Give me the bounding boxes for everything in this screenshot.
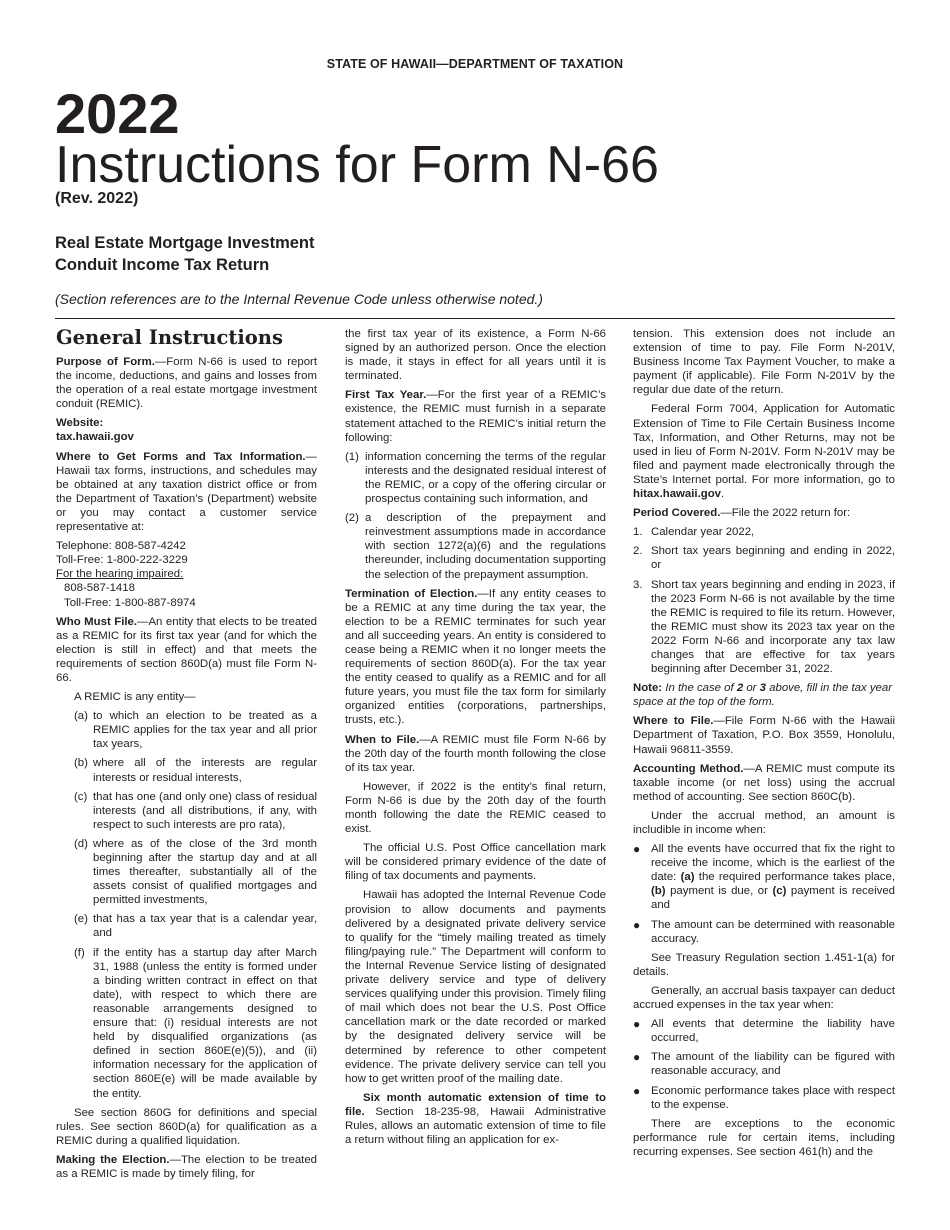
- list-item: [633, 578, 895, 677]
- when-title: When to File.: [345, 733, 420, 746]
- list-text: where all of the interests are regular interests or residual interests,: [93, 757, 317, 784]
- termination-of-election: [345, 587, 606, 728]
- where-file-title: Where to File.: [633, 715, 714, 728]
- see-section-860g: See section 860G for definitions and special rules. See section 860D(a) for qualification as a REMIC during a qualified liquidation.: [56, 1106, 317, 1147]
- column-2: [345, 327, 606, 1152]
- list-text: that has one (and only one) class of residual interests (and all distributions, if any, with respect to such interests are pro rata),: [93, 790, 317, 831]
- making-text: —The election to be treated as a REMIC is made by timely filing, for: [56, 1153, 317, 1180]
- list-text: The amount of the liability can be figured with reasonable accuracy, and: [651, 1051, 895, 1078]
- list-label: 3.: [633, 578, 643, 591]
- who-text: —An entity that elects to be treated as a REMIC for its first tax year (and for which the election is still in effect) and that meets the requirements of section 860D(a) must file Form N-66.: [56, 615, 317, 684]
- list-text: Economic performance takes place with respect to the expense.: [651, 1084, 895, 1111]
- list-item: [633, 544, 895, 572]
- list-item: [633, 1084, 895, 1112]
- list-label: (e): [74, 913, 88, 926]
- post-office-paragraph: The official U.S. Post Office cancellation mark will be considered primary evidence of the date of filing of tax documents and payments.: [345, 842, 606, 883]
- page-title: Instructions for Form N-66: [55, 136, 659, 194]
- list-item: [633, 1017, 895, 1045]
- list-text: that has a tax year that is a calendar year, and: [93, 913, 317, 940]
- telephone: Telephone: 808-587-4242: [56, 540, 186, 553]
- making-election-continued: the first tax year of its existence, a Form N-66 signed by an authorized person. Once the election is made, it stays in effect for all years until it is terminated.: [345, 328, 606, 383]
- bullet-icon: ●: [633, 917, 641, 932]
- exceptions-paragraph: There are exceptions to the economic performance rule for certain items, including recurring expenses. See section 461(h) and the: [633, 1117, 895, 1158]
- bullet-icon: ●: [633, 842, 641, 857]
- tollfree: Toll-Free: 1-800-222-3229: [56, 554, 188, 567]
- when-to-file: [345, 733, 606, 775]
- list-item: [345, 450, 606, 506]
- list-label: (1): [345, 450, 359, 463]
- delivery-service-paragraph: Hawaii has adopted the Internal Revenue Code provision to allow documents and payments delivered by a designated private delivery service to qualify for the “timely mailing treated as timely filing/paying rule.” The Department will conform to the Internal Revenue Service listing of designated private delivery service and type of delivery services qualifying under this provision. Timely filing of mail which does not bear the U.S. Post Office cancellation mark or the date recorded or marked by the designated delivery service will be determined by reference to other competent evidence. The private delivery service can tell you how to get written proof of the mailing date.: [345, 889, 606, 1085]
- where-to-get-forms: [56, 450, 317, 535]
- federal-form-paragraph: [633, 402, 895, 501]
- hitax-link[interactable]: hitax.hawaii.gov: [633, 488, 721, 501]
- accounting-title: Accounting Method.: [633, 762, 744, 775]
- when-text: —A REMIC must file Form N-66 by the 20th day of the fourth month following the close of its tax year.: [345, 733, 607, 774]
- list-item: [74, 837, 317, 907]
- list-text: All the events have occurred that fix the right to receive the income, which is the earliest of the date: (a) the required performance takes place, (b) payment is due, or (c) payment is received and: [651, 843, 895, 912]
- list-text: Calendar year 2022,: [651, 526, 755, 539]
- note-item-3: 3: [759, 682, 766, 695]
- six-month-text: Section 18-235-98, Hawaii Administrative Rules, allows an automatic extension of time to file a return without filing an application for ex-: [345, 1105, 606, 1147]
- making-title: Making the Election.: [56, 1153, 170, 1166]
- subtitle-line-2: Conduit Income Tax Return: [55, 256, 270, 274]
- list-item: [74, 946, 317, 1101]
- list-label: (d): [74, 837, 88, 850]
- period-note: [633, 681, 895, 709]
- list-text: information concerning the terms of the regular interests and the designated residual interest of the REMIC, or a copy of the offering circular or prospectus containing such information, and: [365, 450, 606, 506]
- generally-paragraph: Generally, an accrual basis taxpayer can deduct accrued expenses in the tax year when:: [633, 984, 895, 1012]
- list-text: where as of the close of the 3rd month beginning after the startup day and at all times thereafter, substantially all of the assets consist of qualified mortgages and permitted investments,: [93, 837, 317, 907]
- six-month-title: Six month automatic extension of time to file.: [345, 1091, 606, 1118]
- bullet-icon: ●: [633, 1083, 641, 1098]
- list-label: (a): [74, 710, 88, 723]
- header-divider: [55, 318, 895, 319]
- form-subtitle: [55, 232, 315, 276]
- form-year: 2022: [55, 82, 180, 145]
- where-forms-text: —Hawaii tax forms, instructions, and schedules may be obtained at any taxation district office or from the Department of Taxation’s (Department) website or you may contact a customer service representative at:: [56, 450, 317, 534]
- hearing-tollfree: Toll-Free: 1-800-887-8974: [64, 596, 196, 609]
- period-covered: [633, 506, 895, 520]
- column-3: [633, 327, 895, 1164]
- final-return-paragraph: However, if 2022 is the entity’s final return, Form N-66 is due by the 20th day of the fourth month following the date the REMIC ceased to exist.: [345, 780, 606, 836]
- where-file-text: —File Form N-66 with the Hawaii Department of Taxation, P.O. Box 3559, Honolulu, Hawaii 96811-3559.: [633, 715, 895, 756]
- accounting-text: —A REMIC must compute its taxable income (or net loss) using the accrual method of accounting. See section 860C(b).: [633, 762, 896, 803]
- federal-text-end: .: [720, 488, 725, 501]
- subtitle-line-1: Real Estate Mortgage Investment: [55, 234, 315, 252]
- list-label: 1.: [633, 526, 643, 539]
- period-text: —File the 2022 return for:: [720, 507, 851, 520]
- first-tax-year: [345, 388, 606, 444]
- hearing-phone: 808-587-1418: [64, 582, 135, 595]
- where-forms-title: Where to Get Forms and Tax Information.: [56, 450, 306, 463]
- note-label: Note:: [633, 682, 663, 695]
- first-title: First Tax Year.: [345, 389, 427, 402]
- bullet-icon: ●: [633, 1050, 641, 1065]
- term-title: Termination of Election.: [345, 587, 478, 600]
- bullet-icon: ●: [633, 1017, 641, 1032]
- remic-intro: A REMIC is any entity—: [74, 691, 196, 704]
- website-link[interactable]: tax.hawaii.gov: [56, 431, 134, 444]
- list-label: (b): [74, 757, 88, 770]
- list-item: [633, 842, 895, 912]
- revision-label: (Rev. 2022): [55, 190, 139, 207]
- accrual-intro: Under the accrual method, an amount is includible in income when:: [633, 809, 895, 836]
- list-item: [74, 912, 317, 940]
- purpose-of-form: [56, 355, 317, 411]
- list-text: The amount can be determined with reasonable accuracy.: [651, 918, 895, 945]
- federal-text: Federal Form 7004, Application for Automatic Extension of Time to File Certain Business Income Tax, Information, and Other Returns, may not be used in lieu of Form N-201V. Form N-201V may be filed and payment made electronically through the State’s Internet portal. For more information, go to: [633, 403, 895, 486]
- list-text: a description of the prepayment and reinvestment assumptions made in accordance with section 1272(a)(6) and the regulations thereunder, including documentation supporting the selection of the prepayment assumption.: [365, 512, 606, 581]
- list-text: Short tax years beginning and ending in 2022, or: [651, 545, 895, 572]
- list-label: (2): [345, 512, 359, 525]
- making-the-election: [56, 1153, 317, 1181]
- who-title: Who Must File.: [56, 615, 138, 628]
- column-1: [56, 327, 317, 1186]
- purpose-title: Purpose of Form.: [56, 356, 155, 368]
- list-text: if the entity has a startup day after March 31, 1988 (unless the entity is formed under a binding written contract in effect on that date), with respect to which there are reasonable arrangements designed to ensure that: (i) residual interests are not held by disqualified organizations (as defined in section 860E(e)(5)), and (ii) information necessary for the application of section 860E(e) will be made available by the entity.: [93, 946, 317, 1100]
- term-text: —If any entity ceases to be a REMIC at any time during the tax year, the election to be a REMIC terminates for such year and all succeeding years. An entity is considered to cease being a REMIC when it no longer meets the requirements of section 860D(a). For the tax year the entity ceased to qualify as a REMIC and for all future years, you must file the tax form for similarly organized entities (corporations, partnerships, trusts, etc.).: [345, 587, 606, 727]
- list-item: [74, 756, 317, 784]
- note-item-2: 2: [736, 682, 744, 695]
- website-block: [56, 416, 317, 444]
- where-to-file: [633, 714, 895, 756]
- note-text-3: above, fill in the tax year space at the top of the form.: [633, 682, 892, 709]
- website-label: Website:: [56, 417, 104, 430]
- list-label: 2.: [633, 545, 643, 558]
- general-instructions-heading: General Instructions: [56, 326, 283, 349]
- first-text: —For the first year of a REMIC’s existence, the REMIC must furnish in a separate statement attached to the REMIC’s initial return the following:: [345, 389, 606, 444]
- period-title: Period Covered.: [633, 507, 721, 520]
- note-text-2: or: [743, 682, 760, 695]
- list-item: [74, 790, 317, 832]
- hearing-impaired-label: For the hearing impaired:: [56, 568, 184, 581]
- purpose-text: —Form N-66 is used to report the income, deductions, and gains and losses from the operation of a real estate mortgage investment conduit (REMIC).: [56, 356, 318, 411]
- list-label: (c): [74, 790, 88, 803]
- extension-continued: tension. This extension does not include an extension of time to pay. File Form N-201V, Business Income Tax Payment Voucher, to make a payment (if applicable). File Form N-201V by the regular due date of the return.: [633, 328, 895, 397]
- list-item: [633, 1050, 895, 1078]
- treasury-regulation: See Treasury Regulation section 1.451-1(a) for details.: [633, 951, 895, 978]
- who-must-file: [56, 615, 317, 685]
- contact-block: [56, 539, 317, 609]
- list-text: Short tax years beginning and ending in 2023, if the 2023 Form N-66 is not available by the time the REMIC is required to file its return. However, the REMIC must show its 2023 tax year on the 2022 Form N-66 and incorporate any tax law changes that are effective for tax years beginning after December 31, 2022.: [651, 578, 895, 676]
- list-item: [633, 525, 895, 539]
- list-item: [345, 511, 606, 581]
- list-item: [633, 918, 895, 946]
- note-text-1: In the case of: [662, 682, 737, 695]
- section-reference-note: (Section references are to the Internal Revenue Code unless otherwise noted.): [55, 291, 543, 307]
- accounting-method: [633, 762, 895, 804]
- list-item: [74, 709, 317, 751]
- six-month-extension: [345, 1091, 606, 1147]
- list-text: All events that determine the liability have occurred,: [651, 1018, 895, 1045]
- list-label: (f): [74, 946, 85, 959]
- department-header: STATE OF HAWAII—DEPARTMENT OF TAXATION: [326, 57, 624, 71]
- list-text: to which an election to be treated as a REMIC applies for the tax year and all prior tax years,: [93, 710, 317, 751]
